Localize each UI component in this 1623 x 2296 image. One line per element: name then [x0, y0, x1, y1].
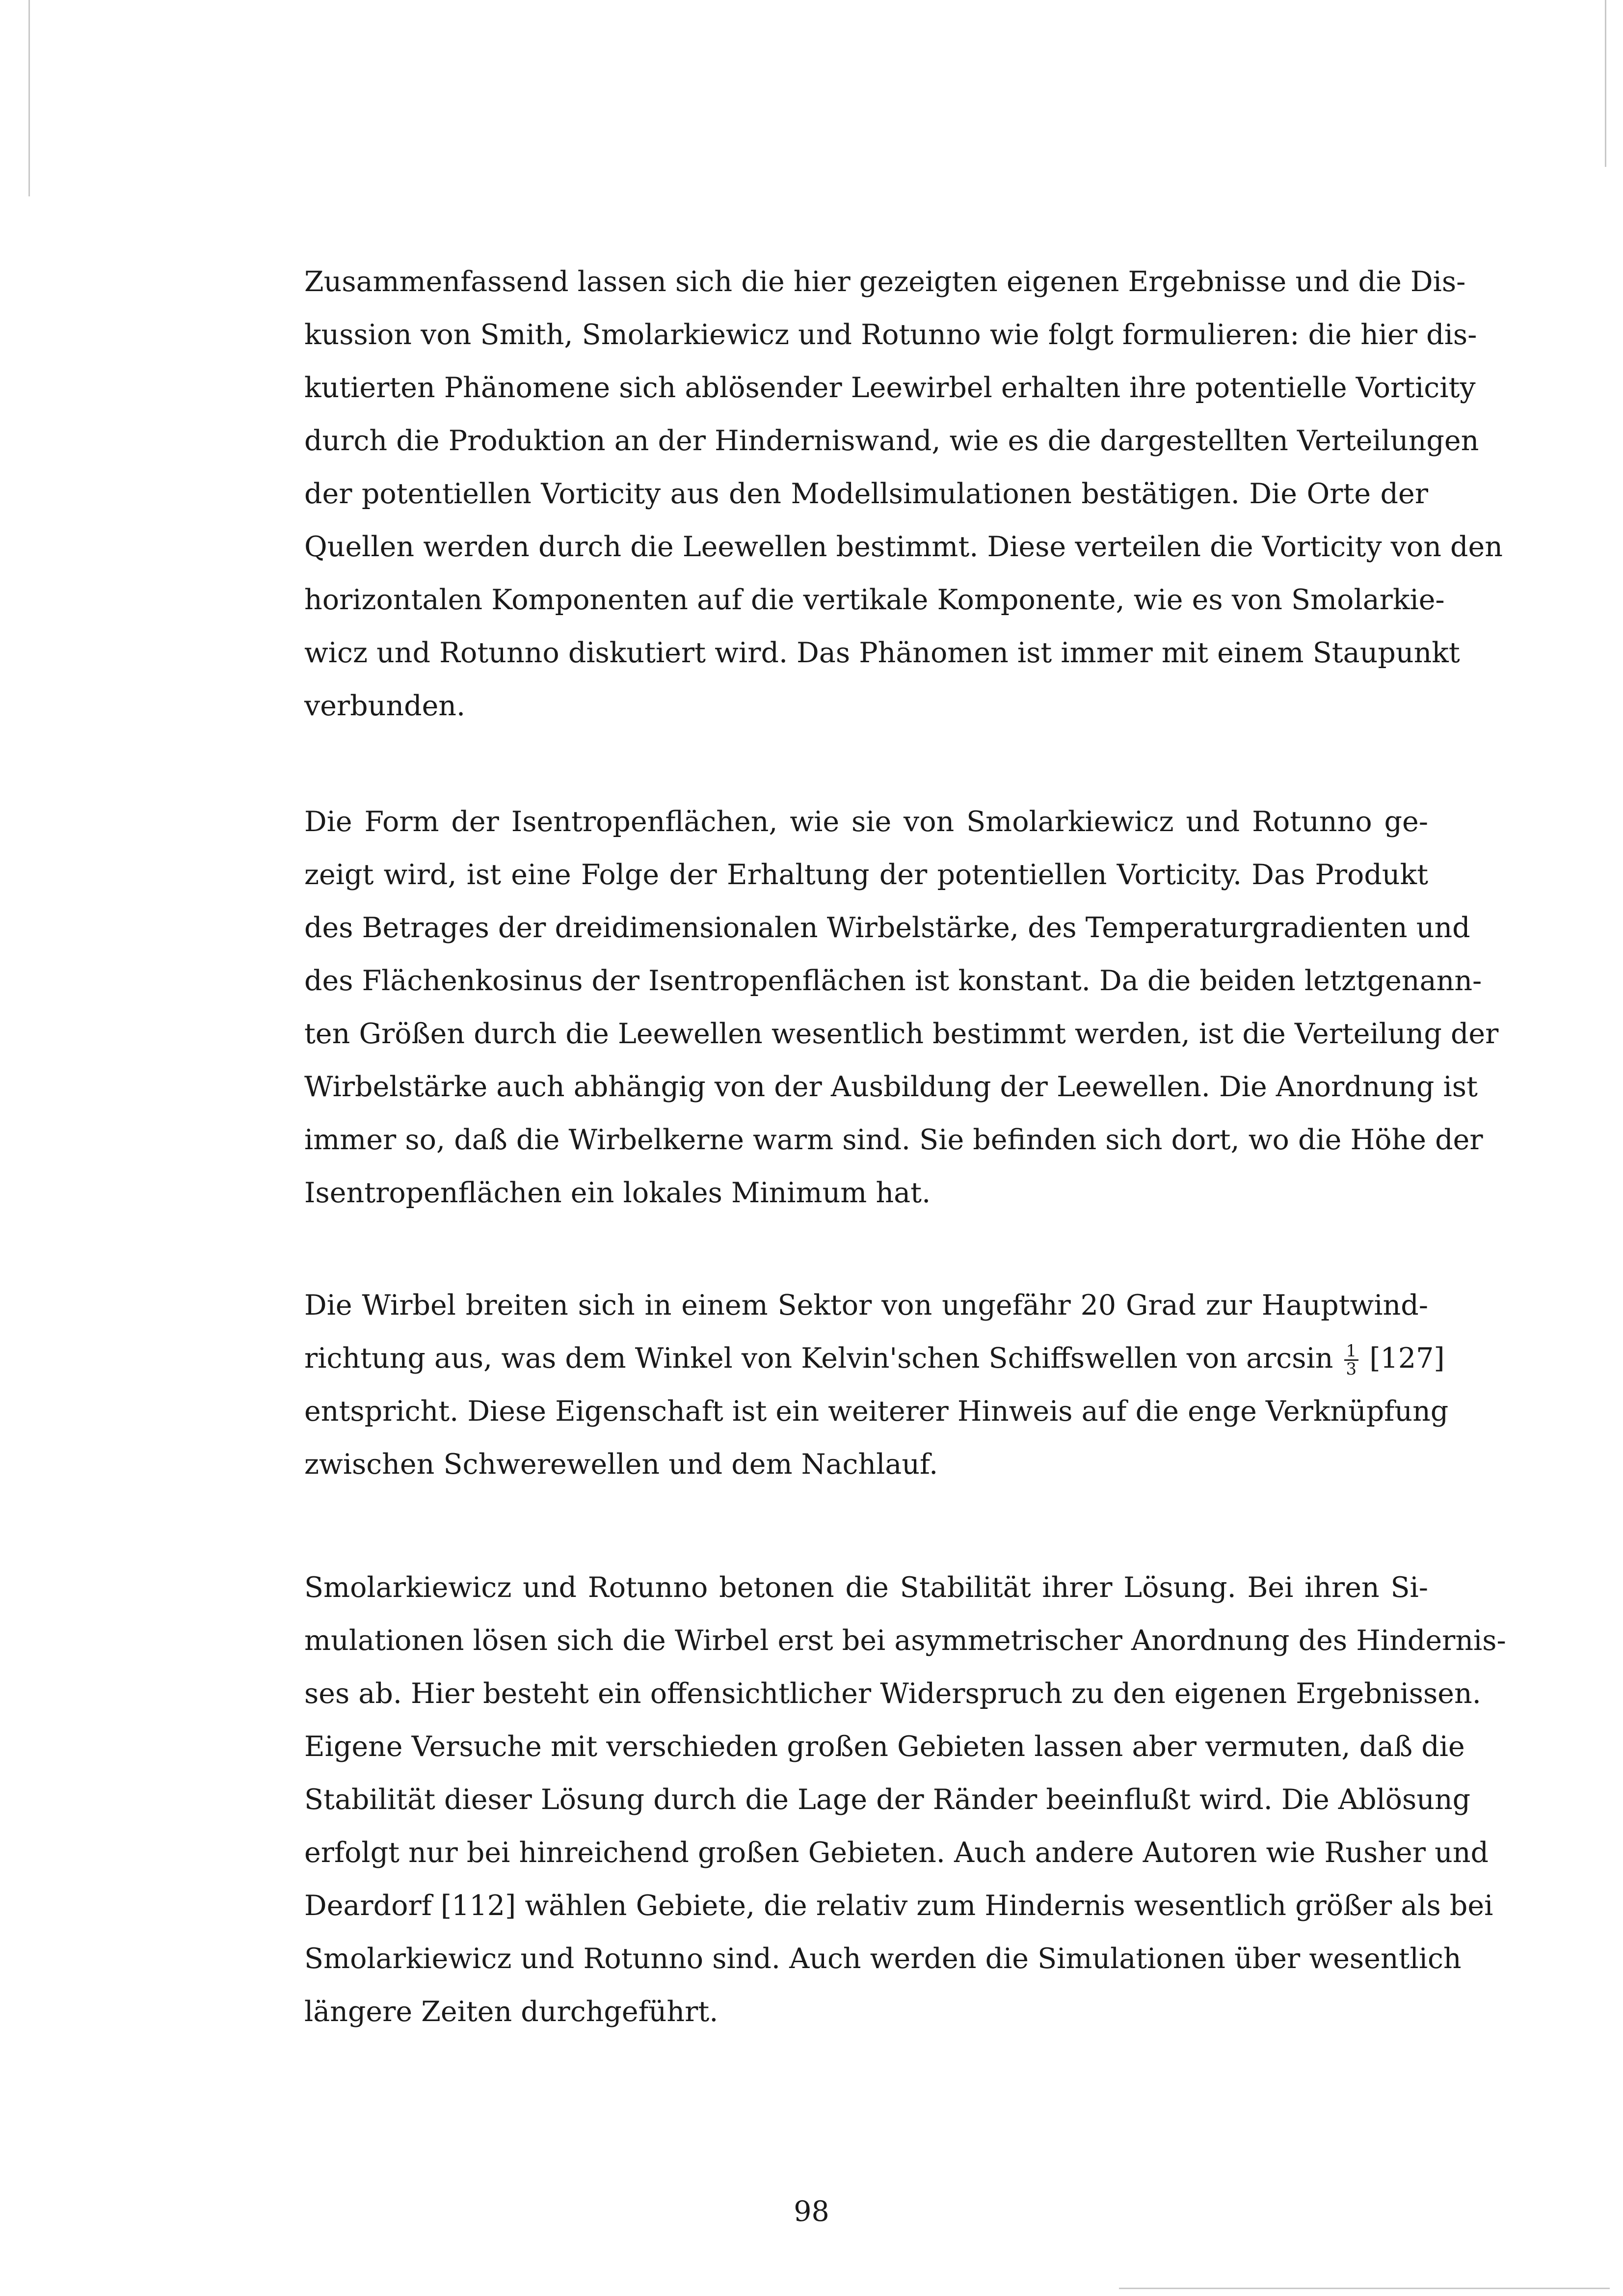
paragraph-3 — [304, 1279, 1449, 1491]
text-line: Wirbelstärke auch abhängig von der Ausbildung der Leewellen. Die Anordnung ist — [304, 1071, 1478, 1103]
fraction-one-third — [1344, 1343, 1359, 1378]
text-line: Smolarkiewicz und Rotunno betonen die Stabilität ihrer Lösung. Bei ihren Si- — [304, 1571, 1428, 1604]
text-line: verbunden. — [304, 690, 466, 722]
text-line: entspricht. Diese Eigenschaft ist ein weiterer Hinweis auf die enge Verknüpfung — [304, 1395, 1449, 1428]
text-line-with-fraction — [304, 1332, 1445, 1385]
paragraph-1 — [304, 255, 1503, 732]
fraction-numerator: 1 — [1344, 1343, 1359, 1361]
text-line: des Flächenkosinus der Isentropenflächen ist konstant. Da die beiden letztgenann- — [304, 965, 1482, 997]
text-line: erfolgt nur bei hinreichend großen Gebieten. Auch andere Autoren wie Rusher und — [304, 1837, 1489, 1869]
text-line: horizontalen Komponenten auf die vertikale Komponente, wie es von Smolarkie- — [304, 584, 1445, 616]
text-line: mulationen lösen sich die Wirbel erst bei asymmetrischer Anordnung des Hindernis- — [304, 1624, 1506, 1657]
page-number: 98 — [794, 2195, 829, 2228]
text-line: kutierten Phänomene sich ablösender Leewirbel erhalten ihre potentielle Vorticity — [304, 372, 1476, 404]
text-line: Zusammenfassend lassen sich die hier gezeigten eigenen Ergebnisse und die Dis- — [304, 266, 1466, 298]
text-line: Die Wirbel breiten sich in einem Sektor von ungefähr 20 Grad zur Hauptwind- — [304, 1289, 1428, 1322]
scan-edge-mark-right — [1605, 0, 1606, 167]
text-segment: richtung aus, was dem Winkel von Kelvin'schen Schiffswellen von arcsin — [304, 1342, 1333, 1375]
citation: [127] — [1369, 1342, 1445, 1375]
text-line: durch die Produktion an der Hinderniswand, wie es die dargestellten Verteilungen — [304, 425, 1479, 457]
text-line: ten Größen durch die Leewellen wesentlich bestimmt werden, ist die Verteilung der — [304, 1018, 1499, 1050]
text-line: Eigene Versuche mit verschieden großen Gebieten lassen aber vermuten, daß die — [304, 1730, 1465, 1763]
paragraph-2 — [304, 795, 1499, 1219]
text-line: Stabilität dieser Lösung durch die Lage der Ränder beeinflußt wird. Die Ablösung — [304, 1783, 1471, 1816]
text-line: wicz und Rotunno diskutiert wird. Das Phänomen ist immer mit einem Staupunkt — [304, 637, 1460, 669]
text-line: Deardorf [112] wählen Gebiete, die relativ zum Hindernis wesentlich größer als bei — [304, 1890, 1493, 1922]
text-line: Isentropenflächen ein lokales Minimum hat. — [304, 1177, 931, 1209]
text-line: zwischen Schwerewellen und dem Nachlauf. — [304, 1448, 938, 1481]
scan-edge-mark-left — [28, 0, 30, 196]
scan-edge-mark-bottom — [1119, 2288, 1610, 2289]
text-line: immer so, daß die Wirbelkerne warm sind. Sie befinden sich dort, wo die Höhe der — [304, 1124, 1483, 1156]
text-line: Quellen werden durch die Leewellen bestimmt. Diese verteilen die Vorticity von den — [304, 531, 1503, 563]
text-line: kussion von Smith, Smolarkiewicz und Rotunno wie folgt formulieren: die hier dis- — [304, 319, 1477, 351]
text-line: längere Zeiten durchgeführt. — [304, 1996, 718, 2028]
text-line: Smolarkiewicz und Rotunno sind. Auch werden die Simulationen über wesentlich — [304, 1943, 1462, 1975]
text-line: Die Form der Isentropenflächen, wie sie von Smolarkiewicz und Rotunno ge- — [304, 806, 1428, 838]
paragraph-4 — [304, 1561, 1506, 2038]
fraction-denominator: 3 — [1346, 1359, 1357, 1379]
text-line: zeigt wird, ist eine Folge der Erhaltung der potentiellen Vorticity. Das Produkt — [304, 859, 1428, 891]
text-line: ses ab. Hier besteht ein offensichtlicher Widerspruch zu den eigenen Ergebnissen. — [304, 1677, 1481, 1710]
text-line: der potentiellen Vorticity aus den Modellsimulationen bestätigen. Die Orte der — [304, 478, 1428, 510]
text-line: des Betrages der dreidimensionalen Wirbelstärke, des Temperaturgradienten und — [304, 912, 1470, 944]
